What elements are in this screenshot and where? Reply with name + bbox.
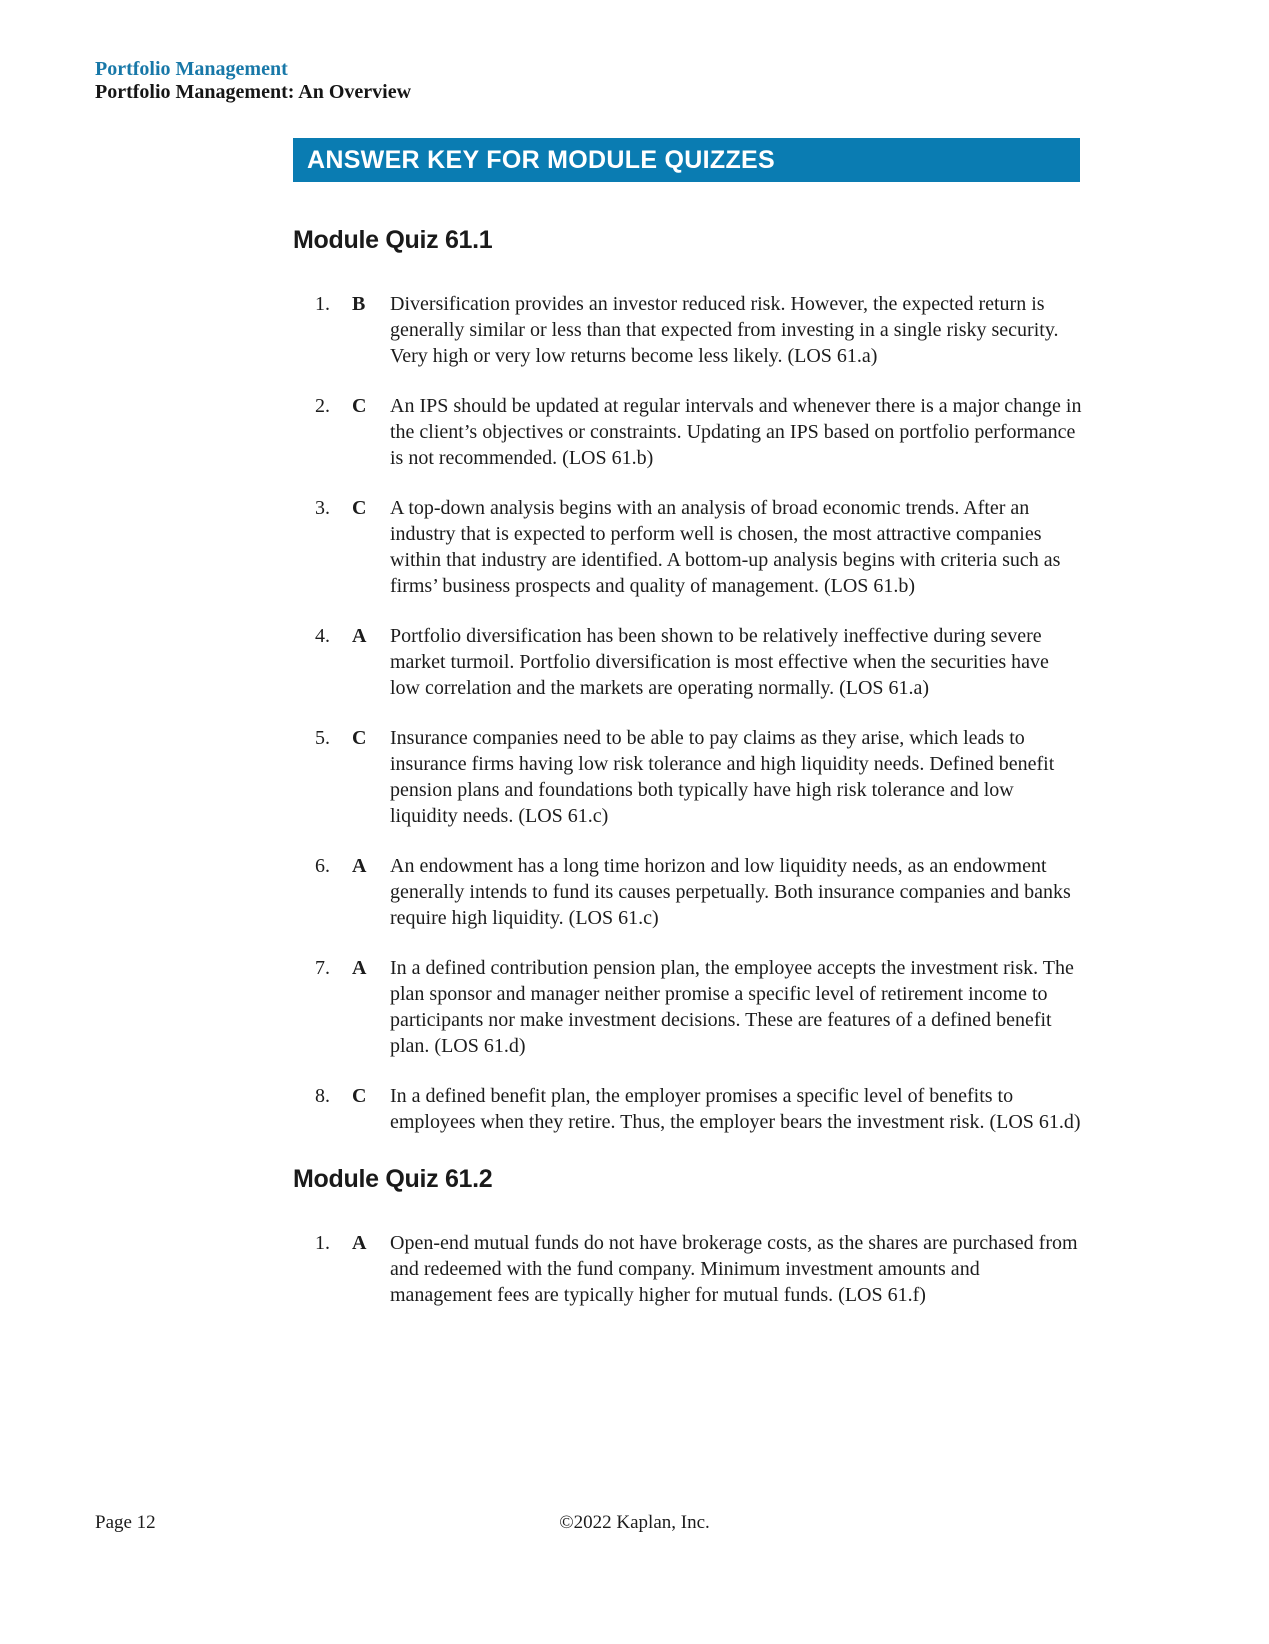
answer-text: An endowment has a long time horizon and low liquidity needs, as an endowment generally intends to fund its causes perpetually. Both insurance companies and banks require high liquidity. (LOS 61.c) (390, 855, 1071, 929)
page-header (95, 58, 411, 104)
answer-number: 4. (315, 625, 330, 647)
answer-letter: C (352, 727, 367, 749)
answer-item (293, 393, 1083, 471)
answer-number: 7. (315, 957, 330, 979)
answer-item (293, 623, 1083, 701)
answer-number: 2. (315, 395, 330, 417)
quiz-section-61-1 (293, 226, 1083, 1135)
answer-letter: C (352, 497, 367, 519)
answer-text: Diversification provides an investor reduced risk. However, the expected return is generally similar or less than that expected from investing in a single risky security. Very high or very low returns become less likely. (LOS 61.a) (390, 293, 1059, 367)
answer-text: Open-end mutual funds do not have brokerage costs, as the shares are purchased from and redeemed with the fund company. Minimum investment amounts and management fees are typically higher for mutual funds. (LOS 61.f) (390, 1232, 1078, 1306)
answer-text: Insurance companies need to be able to pay claims as they arise, which leads to insurance firms having low risk tolerance and high liquidity needs. Defined benefit pension plans and foundations both typically have high risk tolerance and low liquidity needs. (LOS 61.c) (390, 727, 1055, 827)
header-topic: Portfolio Management (95, 58, 288, 80)
answer-item (293, 495, 1083, 599)
answer-item (293, 291, 1083, 369)
answer-text: In a defined benefit plan, the employer promises a specific level of benefits to employees when they retire. Thus, the employer bears the investment risk. (LOS 61.d) (390, 1085, 1081, 1133)
answer-number: 1. (315, 293, 330, 315)
answer-text: Portfolio diversification has been shown to be relatively ineffective during severe market turmoil. Portfolio diversification is most effective when the securities have low correlation and the markets are operating normally. (LOS 61.a) (390, 625, 1049, 699)
answer-letter: C (352, 395, 367, 417)
answer-number: 3. (315, 497, 330, 519)
quiz-section-61-2 (293, 1165, 1083, 1308)
answer-item (293, 853, 1083, 931)
answer-letter: A (352, 957, 367, 979)
answer-key-banner (293, 138, 1080, 182)
answer-letter: A (352, 625, 367, 647)
answer-item (293, 725, 1083, 829)
answer-letter: C (352, 1085, 367, 1107)
answer-letter: A (352, 855, 367, 877)
answer-text: A top-down analysis begins with an analysis of broad economic trends. After an industry that is expected to perform well is chosen, the most attractive companies within that industry are identified. A bottom-up analysis begins with criteria such as firms’ business prospects and quality of management. (LOS 61.b) (390, 497, 1061, 597)
answer-number: 5. (315, 727, 330, 749)
answer-letter: A (352, 1232, 367, 1254)
answer-item (293, 1083, 1083, 1135)
quiz-title: Module Quiz 61.2 (293, 1165, 493, 1193)
answer-item (293, 1230, 1083, 1308)
footer-page-number: Page 12 (95, 1512, 156, 1533)
quiz-title: Module Quiz 61.1 (293, 226, 493, 254)
page-content (293, 226, 1083, 1332)
answer-text: In a defined contribution pension plan, the employee accepts the investment risk. The plan sponsor and manager neither promise a specific level of retirement income to participants nor make investment decisions. These are features of a defined benefit plan. (LOS 61.d) (390, 957, 1074, 1057)
banner-title: ANSWER KEY FOR MODULE QUIZZES (307, 145, 775, 174)
answer-item (293, 955, 1083, 1059)
answer-letter: B (352, 293, 366, 315)
answer-number: 8. (315, 1085, 330, 1107)
header-reading: Portfolio Management: An Overview (95, 81, 412, 103)
answer-number: 6. (315, 855, 330, 877)
answer-number: 1. (315, 1232, 330, 1254)
answer-text: An IPS should be updated at regular intervals and whenever there is a major change in the client’s objectives or constraints. Updating an IPS based on portfolio performance is not recommended. (LOS 61.b) (390, 395, 1082, 469)
footer-copyright: ©2022 Kaplan, Inc. (559, 1512, 710, 1533)
